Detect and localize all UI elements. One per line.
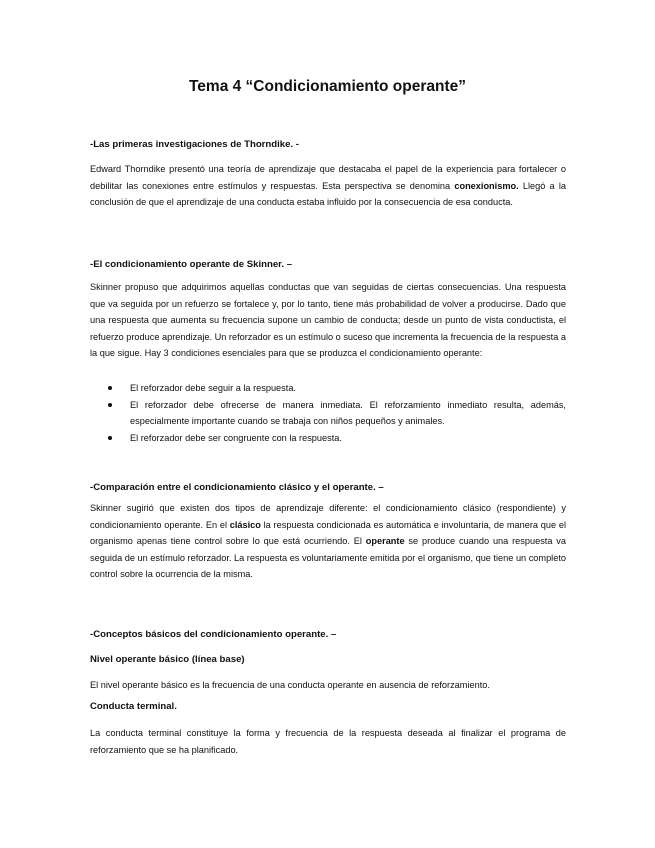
section-heading-skinner: -El condicionamiento operante de Skinner. – — [90, 259, 293, 270]
text-span: Edward Thorndike presentó una teoría de aprendizaje que destacaba el papel de la experiencia para fortalecer o debilitar las conexiones entre estímulos y respuestas. Esta perspectiva se denomina — [90, 164, 566, 191]
bullet-icon — [108, 386, 112, 390]
bullet-icon — [108, 403, 112, 407]
subheading-conducta-terminal: Conducta terminal. — [90, 701, 177, 712]
text-span: Llegó a la conclusión de que el aprendizaje de una conducta estaba influido por la consecuencia de esa conducta. — [90, 180, 567, 208]
list-item — [90, 397, 566, 430]
bullet-icon — [108, 436, 112, 440]
list-item — [90, 380, 566, 397]
paragraph-comparacion — [90, 500, 566, 583]
list-item-text: El reforzador debe seguir a la respuesta. — [130, 383, 296, 393]
bold-term: clásico — [229, 519, 261, 530]
paragraph-skinner: Skinner propuso que adquirimos aquellas conductas que van seguidas de ciertas consecuencias. Una respuesta que va seguida por un refuerzo se fortalece y, por lo tanto, tiene más probabilidad de volver a producirse. Dado que una respuesta que aumenta su frecuencia supone un cambio de conducta; desde un punto de vista conductista, el refuerzo produce aprendizaje. Un reforzador es un estímulo o suceso que incrementa la frecuencia de la respuesta a la que sigue. Hay 3 condiciones esenciales para que se produzca el condicionamiento operante: — [90, 282, 566, 359]
list-item-text: El reforzador debe ser congruente con la respuesta. — [130, 432, 342, 443]
paragraph-thorndike — [90, 161, 566, 211]
bold-term: conexionismo. — [454, 180, 519, 191]
subheading-nivel-operante: Nivel operante básico (línea base) — [90, 654, 245, 665]
bold-term: operante — [365, 536, 405, 547]
text-span: Skinner sugirió que existen dos tipos de aprendizaje diferente: el condicionamiento clásico (respondiente) y condicionamiento operante. En el — [90, 503, 566, 530]
text-span: se produce cuando una respuesta va seguida de un estímulo reforzador. La respuesta es voluntariamente emitida por el organismo, que tiene un completo control sobre la ocurrencia de la misma. — [90, 536, 566, 580]
paragraph-nivel-operante: El nivel operante básico es la frecuencia de una conducta operante en ausencia de reforzamiento. — [90, 680, 490, 690]
page-title: Tema 4 “Condicionamiento operante” — [188, 78, 467, 95]
section-heading-comparacion: -Comparación entre el condicionamiento clásico y el operante. – — [90, 482, 384, 493]
section-heading-thorndike: -Las primeras investigaciones de Thorndike. - — [90, 139, 299, 150]
paragraph-conducta-terminal: La conducta terminal constituye la forma y frecuencia de la respuesta deseada al finalizar el programa de reforzamiento que se ha planificado. — [90, 728, 566, 755]
text-span: la respuesta condicionada es automática e involuntaria, de manera que el organismo apenas tiene control sobre lo que está ocurriendo. El — [90, 519, 566, 547]
list-item — [90, 430, 566, 447]
conditions-list — [90, 380, 566, 446]
section-heading-conceptos: -Conceptos básicos del condicionamiento operante. – — [90, 629, 337, 640]
list-item-text: El reforzador debe ofrecerse de manera inmediata. El reforzamiento inmediato resulta, además, especialmente importante cuando se trabaja con niños pequeños y animales. — [130, 399, 566, 427]
